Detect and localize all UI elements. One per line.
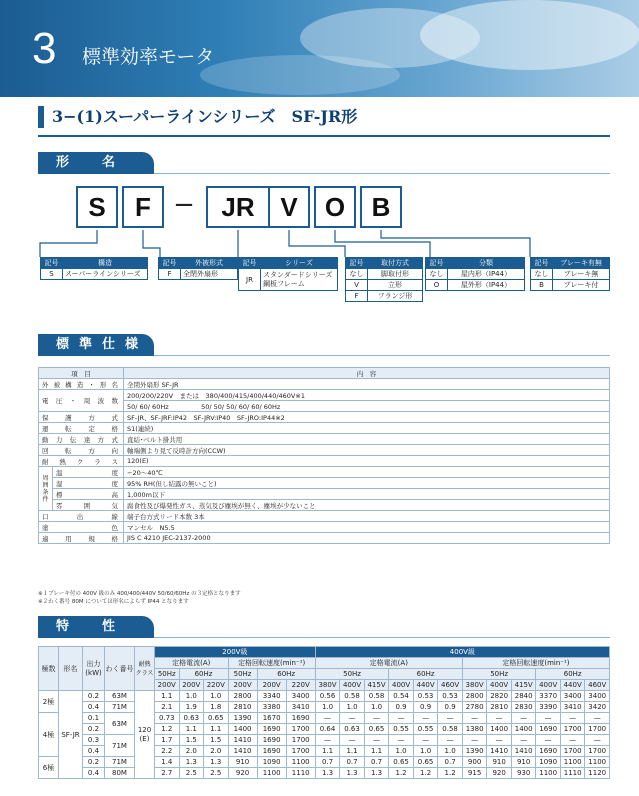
volt-header: 200V (155, 680, 180, 691)
model-part-v: V (268, 186, 310, 228)
volt-header: 400V (389, 680, 414, 691)
char-table: 極数 形名 出力 (kW) わく番号 耐熱 クラス 200V級 400V級 定格電流(A) 定格回転速度(min⁻¹) 定格電流(A) 定格回転速度(min⁻¹) 50Hz 60Hz 50Hz 60Hz 50Hz 60Hz 50Hz 60Hz 200V 200V 220V 200V 200V 220V 380V 400V 415V 400V 440V 460V 380V 400V 415V 400V 440V 460V 2極 SF-JR 0.2 63M 120 (E) 1.1 1.0 1.0 2800 3340 3400 0.56 0.58 0.58 0.54 0.53 0.53 2800 2820 2840 3370 3400 3400 0.4 71M 2.1 1.9 1.8 2810 3380 3410 1.0 1.0 1.0 0.9 0.9 0.9 2780 2810 2830 3390 3410 3420 4極 0.1 63M 0.73 0.63 0.65 1390 1670 1690 — — — — — — — — — — — — 0.2 1.2 1.1 1.1 1400 1690 1700 0.64 0.63 0.65 0.55 0.55 0.58 1380 1400 1400 1690 1700 1700 0.3 71M 1.7 1.5 1.5 1410 1690 1700 — — — — — — — — — — — — 0.4 2.2 2.0 2.0 1410 1690 1700 1.1 1.1 1.1 1.0 1.0 1.0 1390 1410 1410 1690 1700 1700 6極 0.2 71M 1.4 1.3 1.3 910 1090 1100 0.7 0.7 0.7 0.65 0.65 0.7 900 910 910 1090 1100 1100 0.4 80M 2.7 2.5 2.5 920 1100 1110 1.3 1.3 1.3 1.2 1.2 1.2 915 920 930 1100 1110 1120 (38, 646, 610, 779)
volt-header: 200V (179, 680, 204, 691)
char-row: 2極 SF-JR 0.2 63M 120 (E) 1.1 1.0 1.0 2800 3340 3400 0.56 0.58 0.58 0.54 0.53 0.53 2800 2820 2840 3370 3400 3400 (39, 691, 610, 702)
volt-header: 400V (487, 680, 512, 691)
model-heading: 形 名 (38, 152, 154, 174)
char-row: 0.4 71M 2.1 1.9 1.8 2810 3380 3410 1.0 1.0 1.0 0.9 0.9 0.9 2780 2810 2830 3390 3410 3420 (39, 702, 610, 713)
legend-mount: 記号 取付方式 なし 脚取付形 V 立形 F フランジ形 (345, 257, 423, 302)
spec-heading: 標準仕様 (38, 334, 154, 356)
volt-header: 200V (257, 680, 286, 691)
legend-class: 記号 分類 なし 屋内形（IP44） O 屋外形（IP44） (425, 257, 525, 291)
volt-header: 400V (536, 680, 561, 691)
volt-header: 440V (413, 680, 438, 691)
model-part-f: F (122, 186, 164, 228)
volt-header: 415V (364, 680, 389, 691)
model-part-dash: − (173, 190, 195, 220)
volt-header: 400V (340, 680, 365, 691)
chapter-title: 標準効率モータ (82, 46, 215, 68)
volt-header: 220V (204, 680, 229, 691)
volt-header: 380V (315, 680, 340, 691)
legend-series: 記号 シリーズ JR スタンダードシリーズ 鋼板フレーム (238, 257, 338, 291)
legend-brake: 記号 ブレーキ有無 なし ブレーキ無 B ブレーキ付 (530, 257, 610, 291)
char-row: 6極 0.2 71M 1.4 1.3 1.3 910 1090 1100 0.7 0.7 0.7 0.65 0.65 0.7 900 910 910 1090 1100 1100 (39, 757, 610, 768)
model-part-s: S (76, 186, 118, 228)
legend-cover: 記号 外被形式 F 全閉外扇形 (158, 257, 238, 280)
model-part-o: O (314, 186, 356, 228)
model-part-b: B (360, 186, 402, 228)
volt-header: 460V (585, 680, 610, 691)
char-row: 0.4 80M 2.7 2.5 2.5 920 1100 1110 1.3 1.3 1.3 1.2 1.2 1.2 915 920 930 1100 1110 1120 (39, 768, 610, 779)
volt-header: 460V (438, 680, 463, 691)
section-title: 3−(1)スーパーラインシリーズ SF-JR形 (38, 106, 357, 128)
char-heading: 特 性 (38, 616, 154, 638)
spec-note-2: ※２わく番号 80M については形名によらず IP44 となります (38, 599, 189, 605)
env-group-label: 周囲条件 (39, 467, 53, 511)
volt-header: 440V (560, 680, 585, 691)
volt-header: 200V (228, 680, 257, 691)
char-row: 0.3 71M 1.7 1.5 1.5 1410 1690 1700 — — — — — — — — — — — — (39, 735, 610, 746)
char-row: 0.4 2.2 2.0 2.0 1410 1690 1700 1.1 1.1 1.1 1.0 1.0 1.0 1390 1410 1410 1690 1700 1700 (39, 746, 610, 757)
model-connectors (0, 0, 639, 260)
chapter-number: 3 (32, 24, 57, 73)
char-row: 0.2 1.2 1.1 1.1 1400 1690 1700 0.64 0.63 0.65 0.55 0.55 0.58 1380 1400 1400 1690 1700 1700 (39, 724, 610, 735)
spec-note-1: ※１ブレーキ付の 400V 級のみ 400/400/440V 50/60/60Hz の３定格となります (38, 591, 241, 597)
volt-header: 415V (511, 680, 536, 691)
model-part-jr: JR (206, 186, 270, 228)
legend-structure: 記号 構造 S スーパーラインシリーズ (40, 257, 148, 280)
char-row: 4極 0.1 63M 0.73 0.63 0.65 1390 1670 1690 — — — — — — — — — — — — (39, 713, 610, 724)
spec-table: 項 目 内 容 外被構造・形名 全閉外扇形 SF-JR 電圧・周波数 200/200/220V または 380/400/415/400/440/460V※1 50/ 60/ 60Hz 50/ 50/ 50/ 60/ 60/ 60Hz 保護方式 SF-JR、SF-JRF:IP42 SF-JRV:IP40 SF-JRO:IP44※2 運転定格 S1(連続) 動力伝達方式 直結･ベルト掛共用 回転方向 軸端側より見て反時計方向(CCW) 耐熱クラス 120(E) 周囲条件 温度 −20～40℃ 湿度 95% RH(但し結露の無いこと) 標高 1,000m以下 雰囲気 腐食性及び爆発性ガス、蒸気及び塵埃が無く、塵埃が少ないこと 口出線 端子台方式リード本数 3本 塗色 マンセル N5.5 適用規格 JIS C 4210 JEC-2137-2000 (38, 367, 610, 544)
volt-header: 220V (286, 680, 315, 691)
volt-header: 380V (462, 680, 487, 691)
